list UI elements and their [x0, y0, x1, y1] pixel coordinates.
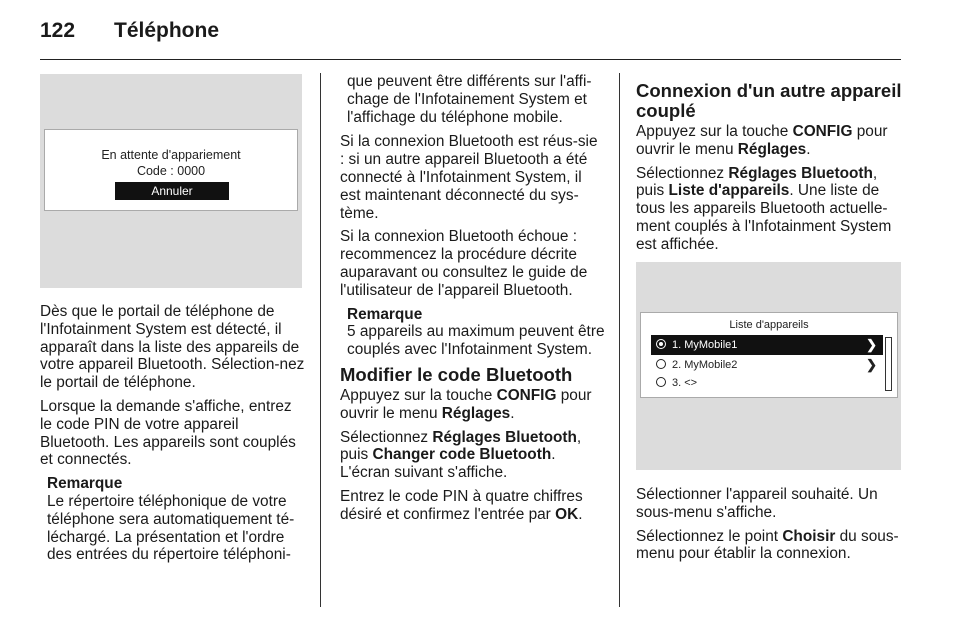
column-divider-1 [320, 73, 321, 607]
note-text: 5 appareils au maximum peuvent être couplés avec l'Infotainment System. [347, 323, 605, 359]
column-1 [40, 303, 305, 570]
chevron-right-icon: ❯ [866, 357, 877, 372]
pairing-screen-figure [40, 74, 302, 288]
radio-icon [656, 359, 666, 369]
heading-modifier-code: Modifier le code Bluetooth [340, 363, 573, 385]
col3-paragraph-3: Sélectionner l'appareil souhaité. Un sous-menu s'affiche. [636, 486, 878, 521]
col1-paragraph-1: Dès que le portail de téléphone de l'Infotainment System est détecté, il apparaît dans la liste des appareils de votre appareil Bluetooth. Sélection-nez le portail de téléphone. [40, 303, 305, 392]
column-2 [340, 73, 605, 530]
radio-selected-icon [656, 339, 666, 349]
section-title: Téléphone [114, 19, 220, 42]
col2-paragraph-1: Si la connexion Bluetooth est réus-sie : si un autre appareil Bluetooth a été connecté à l'Infotainment System, il est maintenant déconnecté du sys-tème. [340, 133, 598, 222]
col3-paragraph-1: Appuyez sur la touche CONFIG pour ouvrir le menu Réglages. [636, 123, 888, 158]
column-divider-2 [619, 73, 620, 607]
device-list-item[interactable]: 2. MyMobile2 ❯ [651, 355, 883, 375]
column-3-lower [636, 486, 902, 569]
col2-note-continued: que peuvent être différents sur l'affi-chage de l'Infotainement System et l'affichage du téléphone mobile. [347, 73, 592, 126]
chevron-right-icon: ❯ [866, 337, 877, 352]
pairing-display [44, 129, 298, 211]
pairing-code: Code : 0000 [136, 164, 206, 178]
radio-icon [656, 377, 666, 387]
device-list-item[interactable]: 3. <> [651, 373, 883, 393]
col1-paragraph-2: Lorsque la demande s'affiche, entrez le code PIN de votre appareil Bluetooth. Les appareils sont couplés et connectés. [40, 397, 296, 469]
col2-paragraph-4: Sélectionnez Réglages Bluetooth, puis Changer code Bluetooth. L'écran suivant s'affiche. [340, 428, 582, 482]
cancel-button[interactable]: Annuler [115, 182, 229, 200]
heading-connexion: Connexion d'un autre appareil couplé [636, 80, 902, 121]
pairing-title: En attente d'appariement [101, 148, 241, 162]
col2-paragraph-3: Appuyez sur la touche CONFIG pour ouvrir le menu Réglages. [340, 386, 592, 422]
col2-paragraph-2: Si la connexion Bluetooth échoue : recommencez la procédure décrite auparavant ou consultez le guide de l'utilisateur de l'appareil Bluetooth. [340, 228, 588, 299]
col3-paragraph-4: Sélectionnez le point Choisir du sous-menu pour établir la connexion. [636, 527, 899, 563]
note-title: Remarque [347, 305, 423, 323]
device-list-figure [636, 262, 901, 470]
device-list-display [640, 312, 898, 398]
col3-paragraph-2: Sélectionnez Réglages Bluetooth, puis Liste d'appareils. Une liste de tous les appareils Bluetooth actuelle-ment couplés à l'Infotainment System est affichée. [636, 164, 892, 253]
device-list-title: Liste d'appareils [729, 319, 809, 331]
header-divider [40, 59, 901, 60]
device-list-item[interactable]: 1. MyMobile1 ❯ [651, 335, 883, 355]
col1-note [40, 475, 305, 564]
note-title: Remarque [47, 475, 123, 493]
col2-note [340, 306, 605, 359]
scrollbar[interactable] [885, 337, 892, 391]
column-3 [636, 79, 902, 260]
note-text: Le répertoire téléphonique de votre téléphone sera automatiquement té-léchargé. La présentation et l'ordre des entrées du répertoire téléphoni- [47, 492, 295, 564]
page-number: 122 [40, 19, 76, 42]
col2-paragraph-5: Entrez le code PIN à quatre chiffres désiré et confirmez l'entrée par OK. [340, 487, 583, 523]
